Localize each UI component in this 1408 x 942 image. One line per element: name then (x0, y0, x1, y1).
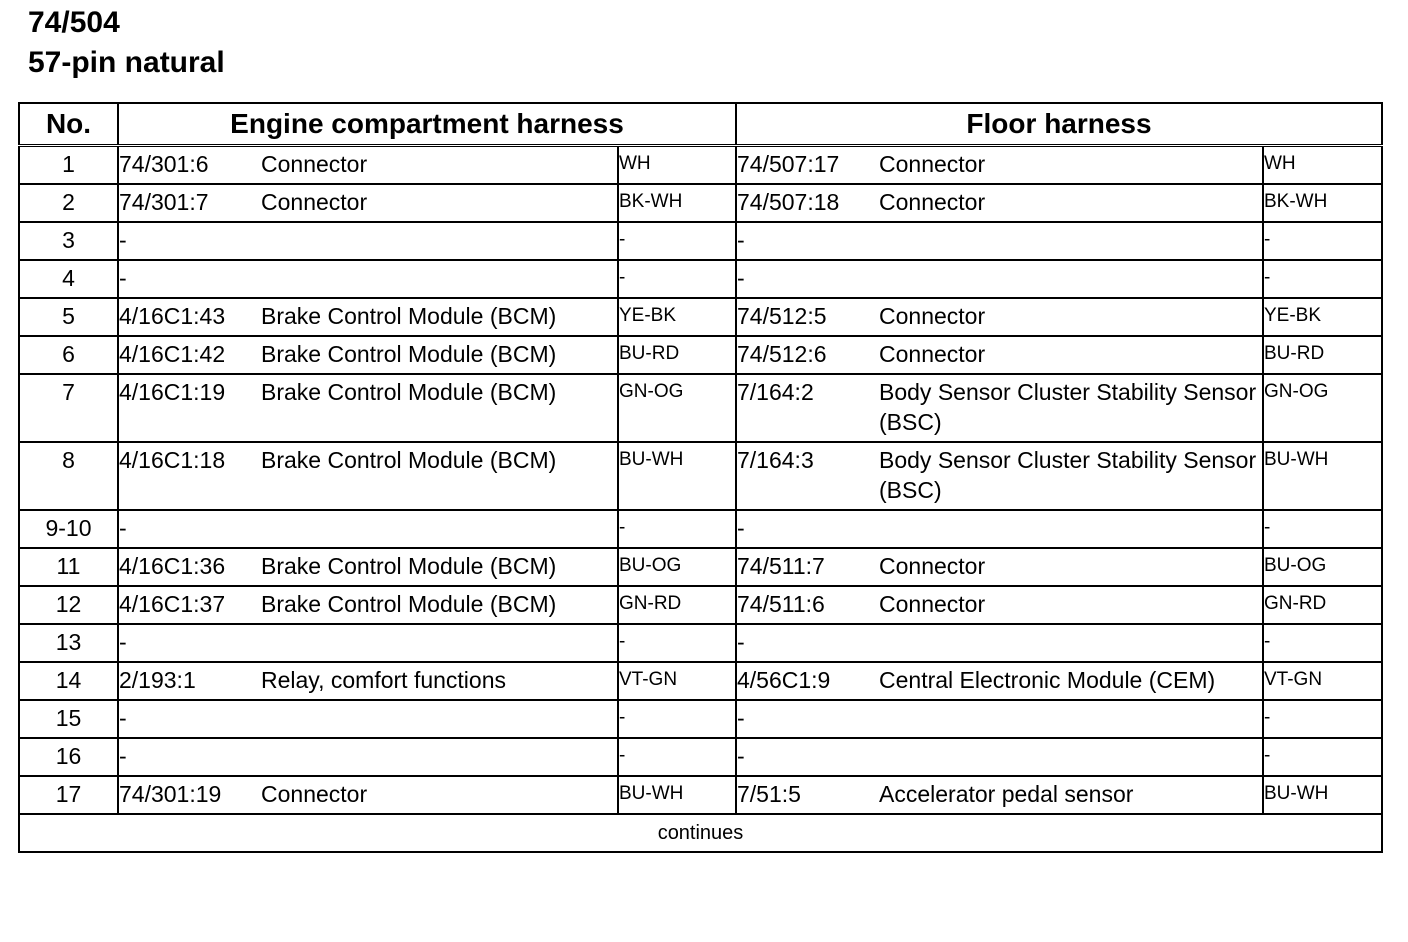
pin-number: 6 (19, 336, 118, 374)
engine-harness-pair (119, 149, 617, 179)
connector-id-title: 74/504 (28, 6, 120, 39)
floor-harness-pair (737, 445, 1262, 505)
floor-harness-pair (737, 551, 1262, 581)
floor-description: Central Electronic Module (CEM) (879, 667, 1216, 693)
engine-harness-cell (118, 184, 618, 222)
floor-ref: - (737, 515, 745, 541)
floor-ref: - (737, 743, 745, 769)
engine-wire-color: BK-WH (618, 184, 736, 222)
engine-harness-pair (119, 589, 617, 619)
engine-wire-color: VT-GN (618, 662, 736, 700)
engine-ref: 4/16C1:43 (119, 303, 226, 329)
floor-ref: 7/51:5 (737, 781, 801, 807)
engine-description: Brake Control Module (BCM) (261, 303, 557, 329)
engine-harness-cell (118, 298, 618, 336)
table-row (19, 548, 1382, 586)
floor-harness-pair (737, 263, 1262, 293)
floor-ref: 7/164:3 (737, 447, 814, 473)
engine-wire-color: YE-BK (618, 298, 736, 336)
engine-ref: - (119, 629, 127, 655)
table-row (19, 260, 1382, 298)
floor-harness-cell (736, 298, 1263, 336)
pin-number: 8 (19, 442, 118, 510)
engine-harness-pair (119, 779, 617, 809)
engine-harness-cell (118, 662, 618, 700)
engine-harness-pair (119, 513, 617, 543)
floor-harness-pair (737, 225, 1262, 255)
table-row (19, 374, 1382, 442)
table-row (19, 298, 1382, 336)
floor-wire-color: - (1263, 260, 1382, 298)
table-row (19, 776, 1382, 814)
pin-number: 7 (19, 374, 118, 442)
floor-harness-cell (736, 336, 1263, 374)
floor-harness-pair (737, 513, 1262, 543)
floor-wire-color: BK-WH (1263, 184, 1382, 222)
floor-harness-cell (736, 586, 1263, 624)
pin-number: 13 (19, 624, 118, 662)
floor-harness-cell (736, 184, 1263, 222)
floor-description: Connector (879, 151, 986, 177)
floor-wire-color: BU-WH (1263, 776, 1382, 814)
floor-wire-color: - (1263, 624, 1382, 662)
header-engine-harness: Engine compartment harness (118, 103, 736, 146)
engine-ref: - (119, 515, 127, 541)
floor-description: Connector (879, 341, 986, 367)
pin-assignment-table (18, 102, 1383, 853)
floor-ref: - (737, 227, 745, 253)
engine-ref: - (119, 265, 127, 291)
pin-number: 5 (19, 298, 118, 336)
floor-description: Connector (879, 591, 986, 617)
engine-ref: 74/301:6 (119, 151, 209, 177)
engine-wire-color: - (618, 624, 736, 662)
engine-ref: 4/16C1:42 (119, 341, 226, 367)
pin-number: 11 (19, 548, 118, 586)
floor-harness-pair (737, 741, 1262, 771)
engine-wire-color: BU-WH (618, 442, 736, 510)
engine-harness-cell (118, 624, 618, 662)
floor-harness-cell (736, 442, 1263, 510)
engine-wire-color: BU-OG (618, 548, 736, 586)
engine-harness-pair (119, 703, 617, 733)
engine-harness-pair (119, 187, 617, 217)
floor-wire-color: BU-WH (1263, 442, 1382, 510)
table-row (19, 738, 1382, 776)
engine-harness-pair (119, 627, 617, 657)
engine-harness-cell (118, 442, 618, 510)
floor-ref: 7/164:2 (737, 379, 814, 405)
floor-harness-cell (736, 700, 1263, 738)
engine-harness-cell (118, 586, 618, 624)
engine-harness-cell (118, 510, 618, 548)
engine-wire-color: BU-RD (618, 336, 736, 374)
floor-wire-color: - (1263, 738, 1382, 776)
floor-ref: 74/507:18 (737, 189, 840, 215)
engine-harness-pair (119, 225, 617, 255)
pin-number: 16 (19, 738, 118, 776)
engine-description: Relay, comfort functions (261, 667, 507, 693)
floor-wire-color: - (1263, 222, 1382, 260)
floor-harness-pair (737, 149, 1262, 179)
engine-harness-pair (119, 339, 617, 369)
table-row (19, 184, 1382, 222)
pin-rows (19, 146, 1382, 815)
floor-wire-color: VT-GN (1263, 662, 1382, 700)
floor-wire-color: YE-BK (1263, 298, 1382, 336)
floor-harness-pair (737, 377, 1262, 437)
engine-ref: 4/16C1:18 (119, 447, 226, 473)
floor-ref: 74/512:5 (737, 303, 827, 329)
engine-ref: 74/301:7 (119, 189, 209, 215)
table-row (19, 336, 1382, 374)
floor-description: Body Sensor Cluster Stability Sensor (BSC) (879, 447, 1257, 503)
floor-description: Connector (879, 189, 986, 215)
floor-wire-color: - (1263, 700, 1382, 738)
continues-label: continues (19, 814, 1382, 852)
engine-ref: - (119, 705, 127, 731)
engine-ref: 2/193:1 (119, 667, 196, 693)
engine-harness-pair (119, 377, 617, 407)
engine-description: Brake Control Module (BCM) (261, 379, 557, 405)
floor-harness-cell (736, 662, 1263, 700)
floor-harness-cell (736, 510, 1263, 548)
floor-ref: 74/507:17 (737, 151, 840, 177)
engine-description: Connector (261, 781, 368, 807)
floor-harness-cell (736, 738, 1263, 776)
engine-wire-color: WH (618, 146, 736, 185)
engine-ref: - (119, 743, 127, 769)
floor-description: Connector (879, 553, 986, 579)
engine-harness-pair (119, 445, 617, 475)
engine-harness-pair (119, 665, 617, 695)
floor-description: Connector (879, 303, 986, 329)
floor-harness-cell (736, 776, 1263, 814)
engine-wire-color: BU-WH (618, 776, 736, 814)
floor-wire-color: GN-RD (1263, 586, 1382, 624)
floor-harness-cell (736, 624, 1263, 662)
pin-number: 4 (19, 260, 118, 298)
floor-harness-cell (736, 222, 1263, 260)
engine-harness-cell (118, 222, 618, 260)
engine-harness-cell (118, 146, 618, 185)
engine-ref: 74/301:19 (119, 781, 222, 807)
engine-wire-color: - (618, 510, 736, 548)
engine-wire-color: - (618, 222, 736, 260)
engine-harness-cell (118, 776, 618, 814)
floor-harness-cell (736, 548, 1263, 586)
pin-number: 2 (19, 184, 118, 222)
header-floor-harness: Floor harness (736, 103, 1382, 146)
engine-ref: 4/16C1:36 (119, 553, 226, 579)
floor-wire-color: GN-OG (1263, 374, 1382, 442)
floor-harness-pair (737, 627, 1262, 657)
continues-row (19, 814, 1382, 852)
floor-harness-pair (737, 301, 1262, 331)
engine-wire-color: GN-RD (618, 586, 736, 624)
table-row (19, 624, 1382, 662)
floor-ref: - (737, 265, 745, 291)
floor-harness-cell (736, 260, 1263, 298)
engine-wire-color: - (618, 738, 736, 776)
engine-ref: 4/16C1:19 (119, 379, 226, 405)
floor-harness-cell (736, 146, 1263, 185)
floor-harness-pair (737, 703, 1262, 733)
floor-ref: 74/511:6 (737, 591, 825, 617)
engine-description: Brake Control Module (BCM) (261, 447, 557, 473)
table-header-row (19, 103, 1382, 146)
engine-description: Brake Control Module (BCM) (261, 591, 557, 617)
table-row (19, 700, 1382, 738)
engine-harness-pair (119, 741, 617, 771)
table-row (19, 510, 1382, 548)
floor-harness-pair (737, 779, 1262, 809)
table-row (19, 442, 1382, 510)
engine-description: Connector (261, 151, 368, 177)
engine-description: Brake Control Module (BCM) (261, 553, 557, 579)
pin-number: 12 (19, 586, 118, 624)
floor-description: Accelerator pedal sensor (879, 781, 1134, 807)
floor-wire-color: - (1263, 510, 1382, 548)
floor-ref: 74/512:6 (737, 341, 827, 367)
header-no: No. (19, 103, 118, 146)
engine-harness-cell (118, 700, 618, 738)
engine-ref: - (119, 227, 127, 253)
engine-harness-pair (119, 301, 617, 331)
floor-harness-cell (736, 374, 1263, 442)
floor-ref: - (737, 629, 745, 655)
engine-ref: 4/16C1:37 (119, 591, 226, 617)
table-row (19, 662, 1382, 700)
engine-harness-pair (119, 263, 617, 293)
table-row (19, 222, 1382, 260)
pin-number: 14 (19, 662, 118, 700)
engine-description: Brake Control Module (BCM) (261, 341, 557, 367)
floor-ref: - (737, 705, 745, 731)
pin-number: 17 (19, 776, 118, 814)
floor-harness-pair (737, 665, 1262, 695)
engine-harness-cell (118, 374, 618, 442)
engine-wire-color: GN-OG (618, 374, 736, 442)
pin-number: 3 (19, 222, 118, 260)
pin-number: 15 (19, 700, 118, 738)
floor-description: Body Sensor Cluster Stability Sensor (BSC) (879, 379, 1257, 435)
floor-wire-color: BU-RD (1263, 336, 1382, 374)
engine-harness-cell (118, 260, 618, 298)
engine-wire-color: - (618, 260, 736, 298)
floor-harness-pair (737, 589, 1262, 619)
engine-harness-pair (119, 551, 617, 581)
floor-ref: 74/511:7 (737, 553, 825, 579)
engine-harness-cell (118, 548, 618, 586)
engine-harness-cell (118, 336, 618, 374)
pin-number: 9-10 (19, 510, 118, 548)
floor-wire-color: BU-OG (1263, 548, 1382, 586)
table-row (19, 586, 1382, 624)
engine-description: Connector (261, 189, 368, 215)
connector-description-title: 57-pin natural (28, 46, 225, 79)
floor-harness-pair (737, 187, 1262, 217)
floor-ref: 4/56C1:9 (737, 667, 831, 693)
engine-harness-cell (118, 738, 618, 776)
floor-wire-color: WH (1263, 146, 1382, 185)
engine-wire-color: - (618, 700, 736, 738)
table-row (19, 146, 1382, 185)
pin-number: 1 (19, 146, 118, 185)
floor-harness-pair (737, 339, 1262, 369)
